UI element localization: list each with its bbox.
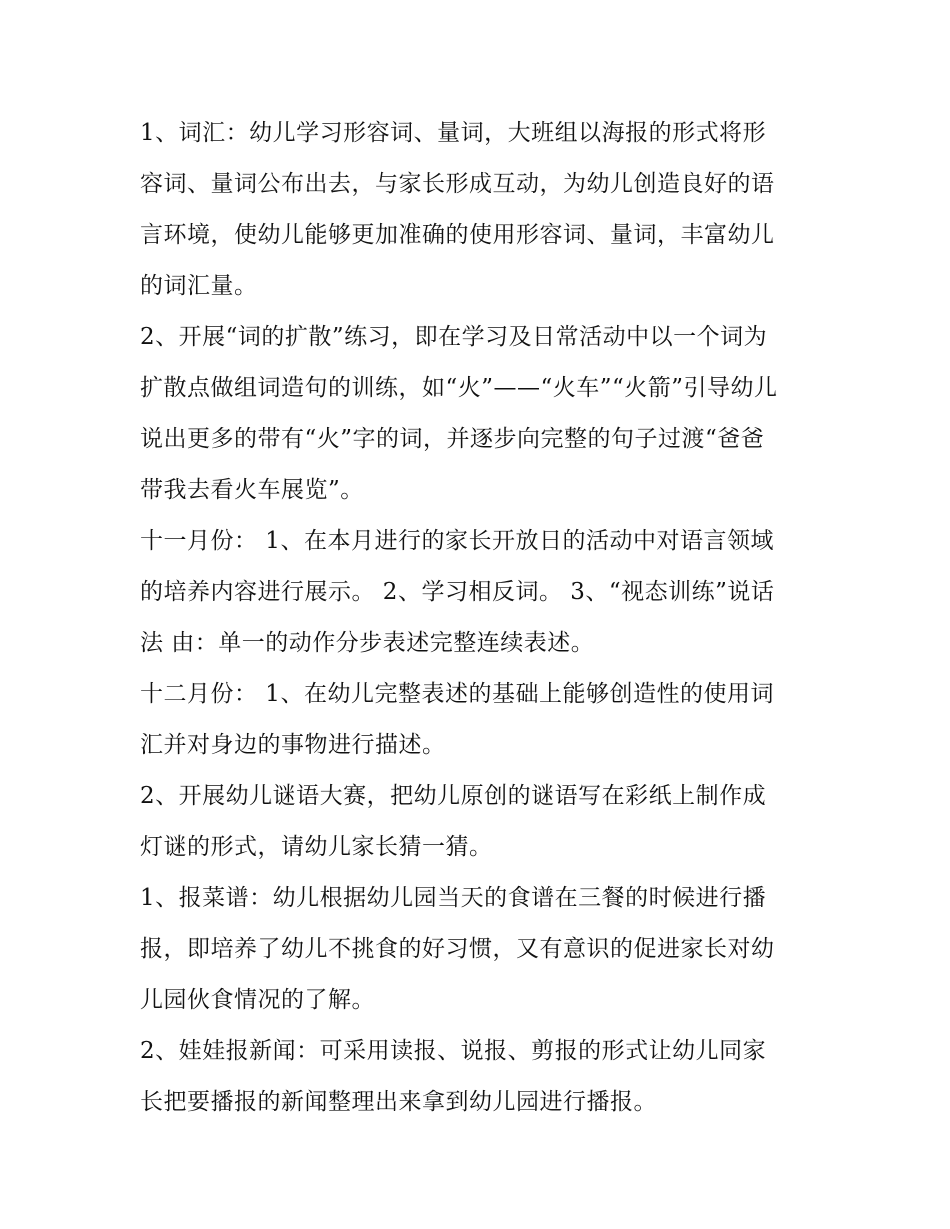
text-line: 的培养内容进行展示。 2、学习相反词。 3、“视态训练”说话 bbox=[140, 579, 775, 605]
text-line: 的词汇量。 bbox=[140, 273, 258, 299]
text-line: 2、娃娃报新闻：可采用读报、说报、剪报的形式让幼儿同家 bbox=[140, 1038, 767, 1064]
text-line: 长把要播报的新闻整理出来拿到幼儿园进行播报。 bbox=[140, 1089, 657, 1115]
text-line: 容词、量词公布出去，与家长形成互动，为幼儿创造良好的语 bbox=[140, 171, 775, 197]
text-line: 十一月份： 1、在本月进行的家长开放日的活动中对语言领域 bbox=[140, 528, 774, 554]
text-line: 2、开展“词的扩散”练习，即在学习及日常活动中以一个词为 bbox=[140, 324, 768, 350]
text-line: 灯谜的形式，请幼儿家长猜一猜。 bbox=[140, 834, 493, 860]
document-body bbox=[140, 108, 820, 1128]
text-line: 报，即培养了幼儿不挑食的好习惯，又有意识的促进家长对幼 bbox=[140, 936, 775, 962]
text-line: 带我去看火车展览”。 bbox=[140, 477, 364, 503]
text-line: 1、报菜谱：幼儿根据幼儿园当天的食谱在三餐的时候进行播 bbox=[140, 885, 767, 911]
text-line: 扩散点做组词造句的训练，如“火”——“火车”“火箭”引导幼儿 bbox=[140, 375, 778, 401]
text-line: 法 由：单一的动作分步表述完整连续表述。 bbox=[140, 630, 595, 656]
text-line: 言环境，使幼儿能够更加准确的使用形容词、量词，丰富幼儿 bbox=[140, 222, 775, 248]
text-line: 1、词汇：幼儿学习形容词、量词，大班组以海报的形式将形 bbox=[140, 120, 767, 146]
text-line: 2、开展幼儿谜语大赛，把幼儿原创的谜语写在彩纸上制作成 bbox=[140, 783, 767, 809]
text-line: 儿园伙食情况的了解。 bbox=[140, 987, 375, 1013]
text-line: 说出更多的带有“火”字的词，并逐步向完整的句子过渡“爸爸 bbox=[140, 426, 765, 452]
text-line: 十二月份： 1、在幼儿完整表述的基础上能够创造性的使用词 bbox=[140, 681, 774, 707]
text-line: 汇并对身边的事物进行描述。 bbox=[140, 732, 446, 758]
